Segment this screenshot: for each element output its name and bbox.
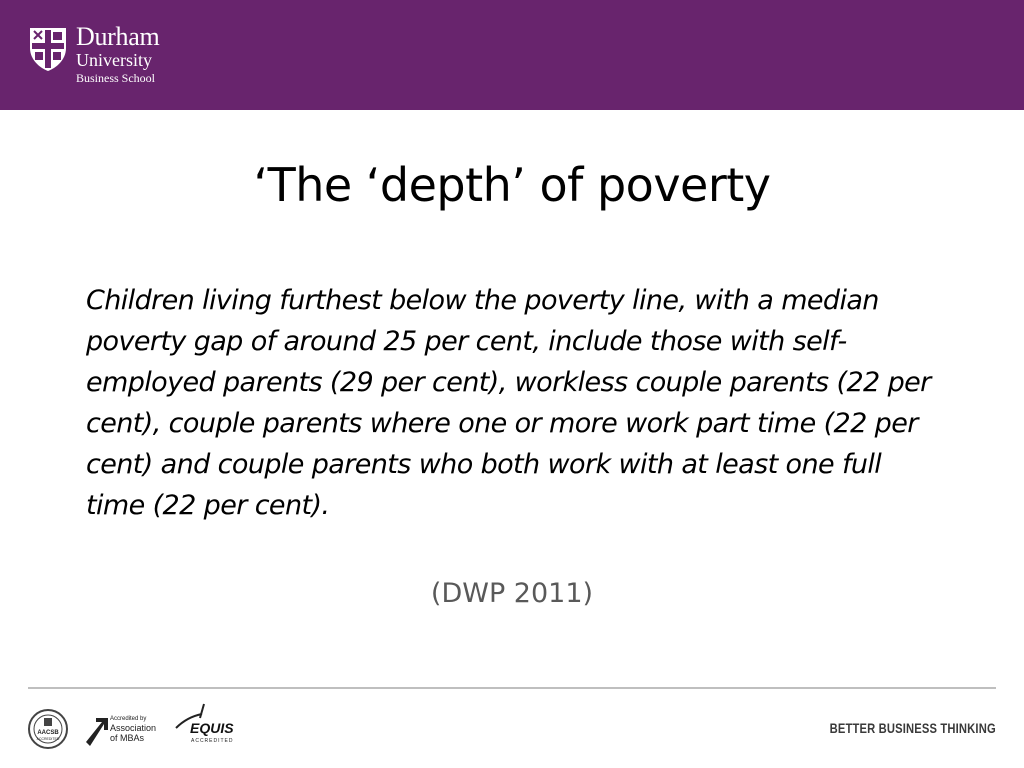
header-bar bbox=[0, 0, 1024, 110]
amba-logo bbox=[110, 716, 156, 743]
aacsb-sub: ACCREDITED bbox=[36, 737, 60, 741]
equis-sub: ACCREDITED bbox=[191, 738, 234, 744]
brand-line-university: University bbox=[76, 50, 152, 70]
slide-title: ‘The ‘depth’ of poverty bbox=[253, 158, 771, 212]
amba-small: Accredited by bbox=[110, 716, 147, 722]
footer-divider bbox=[28, 687, 996, 689]
amba-line1: Association bbox=[110, 723, 157, 733]
durham-shield-icon bbox=[28, 26, 68, 72]
aacsb-label: AACSB bbox=[37, 730, 59, 736]
tagline: BETTER BUSINESS THINKING bbox=[829, 720, 996, 736]
aacsb-badge-icon bbox=[27, 708, 69, 750]
brand-line-durham: Durham bbox=[76, 22, 160, 51]
footer bbox=[0, 690, 1024, 768]
amba-line2: of MBAs bbox=[110, 733, 145, 743]
equis-label: EQUIS bbox=[190, 720, 234, 736]
citation: (DWP 2011) bbox=[430, 578, 594, 609]
brand-logo bbox=[76, 24, 159, 84]
quote-text: Children living furthest below the poverty line, with a median poverty gap of around 25 per cent, include those with self-employed parents (29 per cent), workless couple parents (22 per cent), couple parents where one or more work part time (22 per cent) and couple parents who both work with at least one full time (22 per cent). bbox=[86, 285, 931, 521]
brand-line-business-school: Business School bbox=[76, 71, 156, 85]
